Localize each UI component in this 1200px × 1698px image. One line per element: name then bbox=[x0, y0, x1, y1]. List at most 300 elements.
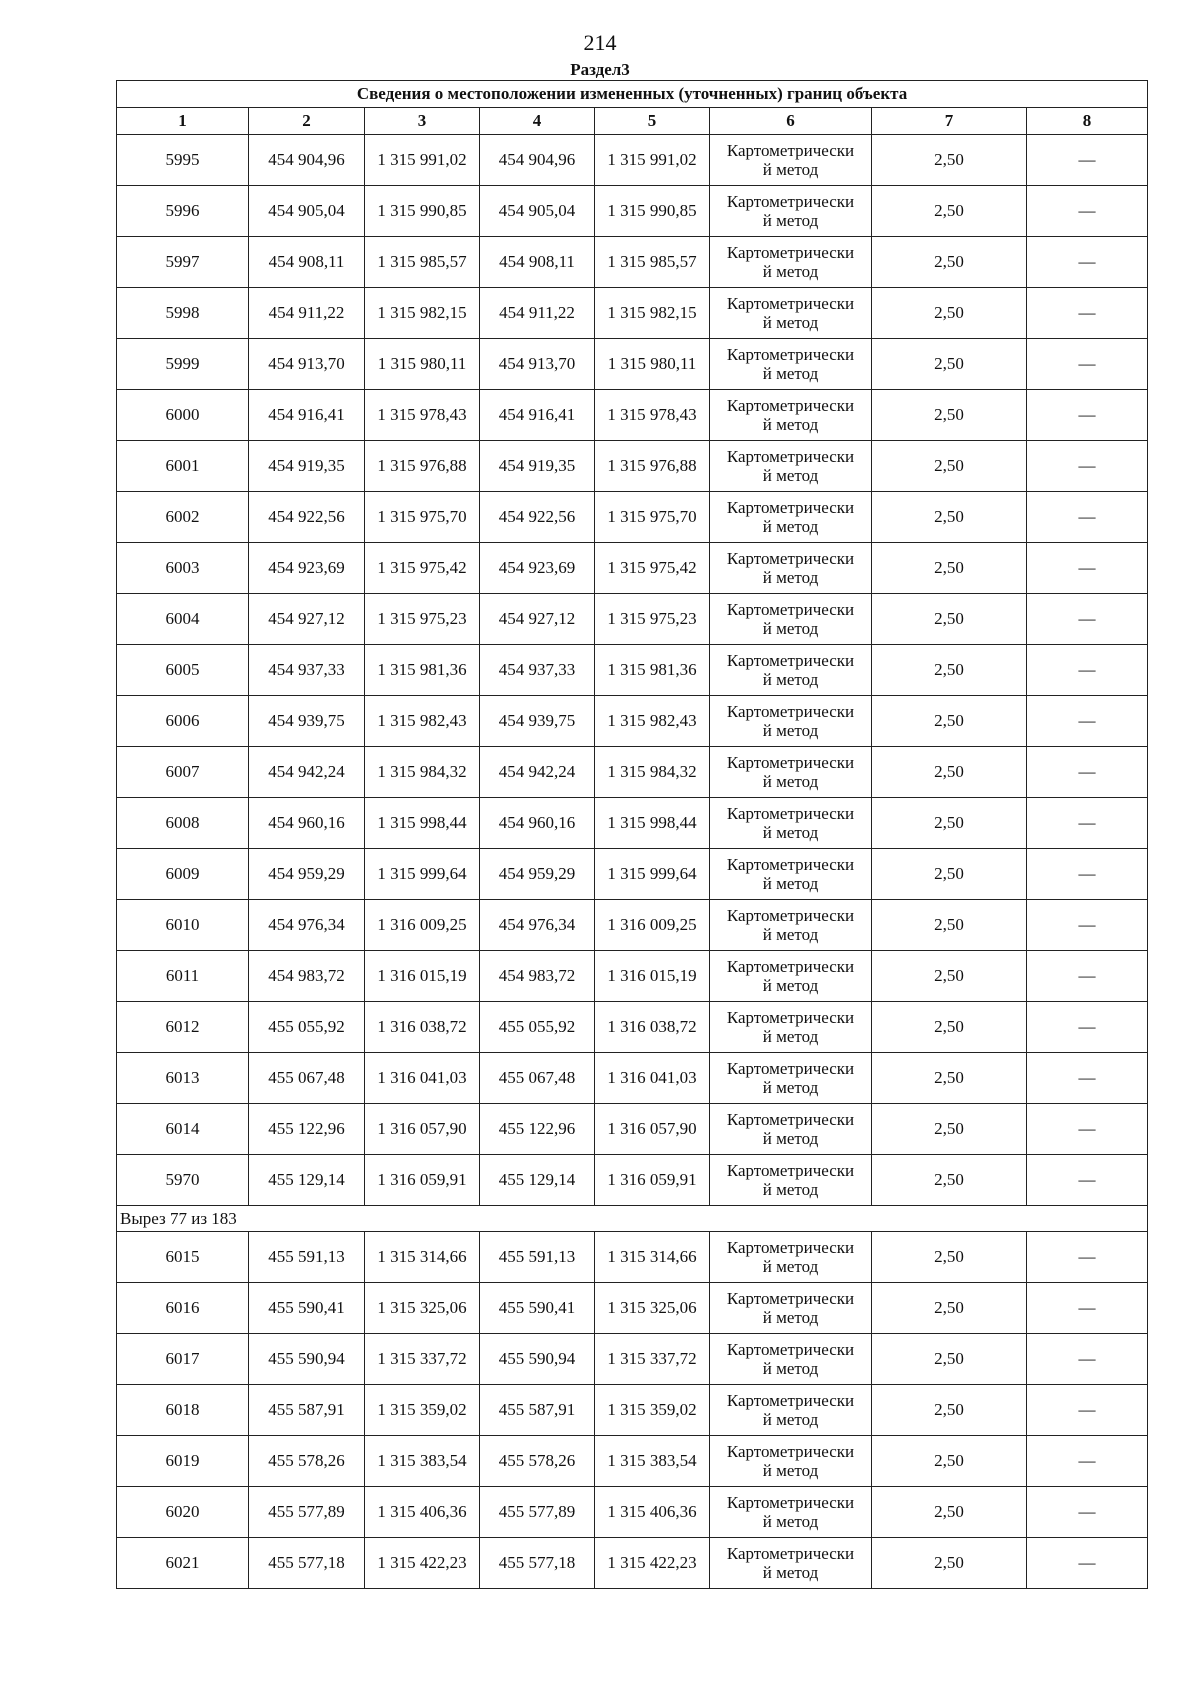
method-cell bbox=[710, 492, 872, 543]
y-new-cell: 1 315 337,72 bbox=[595, 1334, 710, 1385]
x-old-cell: 454 911,22 bbox=[249, 288, 365, 339]
method-text-line1: Картометрически bbox=[726, 396, 855, 415]
y-new-cell: 1 315 990,85 bbox=[595, 186, 710, 237]
x-new-cell: 454 983,72 bbox=[480, 951, 595, 1002]
method-text-line1: Картометрически bbox=[726, 192, 855, 211]
x-new-cell: 454 927,12 bbox=[480, 594, 595, 645]
x-old-cell: 454 919,35 bbox=[249, 441, 365, 492]
x-new-cell: 454 913,70 bbox=[480, 339, 595, 390]
x-old-cell: 454 908,11 bbox=[249, 237, 365, 288]
x-new-cell: 454 942,24 bbox=[480, 747, 595, 798]
x-new-cell: 455 067,48 bbox=[480, 1053, 595, 1104]
precision-cell: 2,50 bbox=[872, 288, 1027, 339]
point-number-cell: 6013 bbox=[117, 1053, 249, 1104]
description-cell: — bbox=[1027, 594, 1148, 645]
description-cell: — bbox=[1027, 1538, 1148, 1589]
y-new-cell: 1 315 978,43 bbox=[595, 390, 710, 441]
y-old-cell: 1 315 982,15 bbox=[365, 288, 480, 339]
x-old-cell: 455 577,89 bbox=[249, 1487, 365, 1538]
precision-cell: 2,50 bbox=[872, 594, 1027, 645]
point-number-cell: 6006 bbox=[117, 696, 249, 747]
x-old-cell: 455 591,13 bbox=[249, 1232, 365, 1283]
y-new-cell: 1 315 991,02 bbox=[595, 135, 710, 186]
description-cell: — bbox=[1027, 288, 1148, 339]
y-new-cell: 1 315 975,23 bbox=[595, 594, 710, 645]
y-old-cell: 1 316 009,25 bbox=[365, 900, 480, 951]
y-new-cell: 1 316 057,90 bbox=[595, 1104, 710, 1155]
y-new-cell: 1 315 406,36 bbox=[595, 1487, 710, 1538]
method-cell bbox=[710, 1436, 872, 1487]
x-new-cell: 455 122,96 bbox=[480, 1104, 595, 1155]
method-text-line2: й метод bbox=[762, 619, 819, 638]
method-text-line1: Картометрически bbox=[726, 753, 855, 772]
method-cell bbox=[710, 1283, 872, 1334]
point-number-cell: 6001 bbox=[117, 441, 249, 492]
y-old-cell: 1 315 990,85 bbox=[365, 186, 480, 237]
description-cell: — bbox=[1027, 237, 1148, 288]
method-cell bbox=[710, 339, 872, 390]
x-old-cell: 454 959,29 bbox=[249, 849, 365, 900]
y-old-cell: 1 315 978,43 bbox=[365, 390, 480, 441]
x-new-cell: 454 922,56 bbox=[480, 492, 595, 543]
description-cell: — bbox=[1027, 543, 1148, 594]
description-cell: — bbox=[1027, 135, 1148, 186]
method-cell bbox=[710, 1334, 872, 1385]
point-number-cell: 6005 bbox=[117, 645, 249, 696]
method-cell bbox=[710, 645, 872, 696]
y-old-cell: 1 316 059,91 bbox=[365, 1155, 480, 1206]
description-cell: — bbox=[1027, 951, 1148, 1002]
y-old-cell: 1 315 975,23 bbox=[365, 594, 480, 645]
method-text-line2: й метод bbox=[762, 568, 819, 587]
method-text-line1: Картометрически bbox=[726, 1289, 855, 1308]
precision-cell: 2,50 bbox=[872, 696, 1027, 747]
description-cell: — bbox=[1027, 1487, 1148, 1538]
description-cell: — bbox=[1027, 1232, 1148, 1283]
point-number-cell: 6009 bbox=[117, 849, 249, 900]
y-new-cell: 1 315 976,88 bbox=[595, 441, 710, 492]
method-cell bbox=[710, 900, 872, 951]
method-cell bbox=[710, 186, 872, 237]
point-number-cell: 6020 bbox=[117, 1487, 249, 1538]
precision-cell: 2,50 bbox=[872, 645, 1027, 696]
precision-cell: 2,50 bbox=[872, 1002, 1027, 1053]
x-new-cell: 455 577,89 bbox=[480, 1487, 595, 1538]
method-text-line2: й метод bbox=[762, 1410, 819, 1429]
description-cell: — bbox=[1027, 900, 1148, 951]
description-cell: — bbox=[1027, 1283, 1148, 1334]
point-number-cell: 6004 bbox=[117, 594, 249, 645]
point-number-cell: 6010 bbox=[117, 900, 249, 951]
y-old-cell: 1 316 057,90 bbox=[365, 1104, 480, 1155]
method-text-line1: Картометрически bbox=[726, 957, 855, 976]
precision-cell: 2,50 bbox=[872, 951, 1027, 1002]
table-caption-row bbox=[117, 81, 1148, 108]
y-old-cell: 1 315 325,06 bbox=[365, 1283, 480, 1334]
precision-cell: 2,50 bbox=[872, 1538, 1027, 1589]
table-row bbox=[117, 1334, 1148, 1385]
cutout-label: Вырез 77 из 183 bbox=[117, 1206, 1148, 1232]
table-row bbox=[117, 1053, 1148, 1104]
method-cell bbox=[710, 543, 872, 594]
method-text-line2: й метод bbox=[762, 1563, 819, 1582]
x-old-cell: 454 904,96 bbox=[249, 135, 365, 186]
precision-cell: 2,50 bbox=[872, 1283, 1027, 1334]
column-header: 1 bbox=[117, 108, 249, 135]
method-text-line1: Картометрически bbox=[726, 1544, 855, 1563]
table-row bbox=[117, 951, 1148, 1002]
method-text-line2: й метод bbox=[762, 1078, 819, 1097]
column-header-row bbox=[117, 108, 1148, 135]
boundary-coordinates-table bbox=[116, 80, 1148, 1589]
x-old-cell: 454 983,72 bbox=[249, 951, 365, 1002]
y-new-cell: 1 315 422,23 bbox=[595, 1538, 710, 1589]
method-cell bbox=[710, 798, 872, 849]
x-old-cell: 454 937,33 bbox=[249, 645, 365, 696]
x-old-cell: 455 055,92 bbox=[249, 1002, 365, 1053]
point-number-cell: 6017 bbox=[117, 1334, 249, 1385]
description-cell: — bbox=[1027, 1334, 1148, 1385]
precision-cell: 2,50 bbox=[872, 441, 1027, 492]
y-new-cell: 1 315 975,42 bbox=[595, 543, 710, 594]
cutout-row bbox=[117, 1206, 1148, 1232]
method-cell bbox=[710, 1155, 872, 1206]
column-header: 2 bbox=[249, 108, 365, 135]
y-new-cell: 1 316 059,91 bbox=[595, 1155, 710, 1206]
description-cell: — bbox=[1027, 441, 1148, 492]
table-row bbox=[117, 1155, 1148, 1206]
point-number-cell: 6011 bbox=[117, 951, 249, 1002]
x-old-cell: 454 942,24 bbox=[249, 747, 365, 798]
point-number-cell: 6015 bbox=[117, 1232, 249, 1283]
precision-cell: 2,50 bbox=[872, 1232, 1027, 1283]
table-row bbox=[117, 1002, 1148, 1053]
description-cell: — bbox=[1027, 186, 1148, 237]
method-text-line2: й метод bbox=[762, 874, 819, 893]
table-row bbox=[117, 288, 1148, 339]
method-cell bbox=[710, 1053, 872, 1104]
point-number-cell: 6002 bbox=[117, 492, 249, 543]
method-text-line1: Картометрически bbox=[726, 804, 855, 823]
precision-cell: 2,50 bbox=[872, 1436, 1027, 1487]
precision-cell: 2,50 bbox=[872, 1385, 1027, 1436]
x-old-cell: 454 927,12 bbox=[249, 594, 365, 645]
x-new-cell: 454 904,96 bbox=[480, 135, 595, 186]
precision-cell: 2,50 bbox=[872, 900, 1027, 951]
table-row bbox=[117, 543, 1148, 594]
y-old-cell: 1 315 383,54 bbox=[365, 1436, 480, 1487]
method-cell bbox=[710, 288, 872, 339]
y-old-cell: 1 316 041,03 bbox=[365, 1053, 480, 1104]
column-header: 8 bbox=[1027, 108, 1148, 135]
x-new-cell: 455 591,13 bbox=[480, 1232, 595, 1283]
x-new-cell: 455 578,26 bbox=[480, 1436, 595, 1487]
precision-cell: 2,50 bbox=[872, 1334, 1027, 1385]
y-new-cell: 1 315 984,32 bbox=[595, 747, 710, 798]
method-cell bbox=[710, 594, 872, 645]
precision-cell: 2,50 bbox=[872, 237, 1027, 288]
x-old-cell: 455 129,14 bbox=[249, 1155, 365, 1206]
method-text-line1: Картометрически bbox=[726, 855, 855, 874]
table-row bbox=[117, 1436, 1148, 1487]
x-old-cell: 454 913,70 bbox=[249, 339, 365, 390]
method-text-line1: Картометрически bbox=[726, 345, 855, 364]
y-new-cell: 1 315 998,44 bbox=[595, 798, 710, 849]
y-old-cell: 1 315 406,36 bbox=[365, 1487, 480, 1538]
method-text-line2: й метод bbox=[762, 1180, 819, 1199]
precision-cell: 2,50 bbox=[872, 339, 1027, 390]
x-new-cell: 455 590,94 bbox=[480, 1334, 595, 1385]
method-text-line1: Картометрически bbox=[726, 600, 855, 619]
y-new-cell: 1 315 314,66 bbox=[595, 1232, 710, 1283]
y-old-cell: 1 315 359,02 bbox=[365, 1385, 480, 1436]
method-text-line2: й метод bbox=[762, 1359, 819, 1378]
page-number: 214 bbox=[583, 30, 617, 55]
precision-cell: 2,50 bbox=[872, 1155, 1027, 1206]
y-old-cell: 1 316 015,19 bbox=[365, 951, 480, 1002]
table-row bbox=[117, 186, 1148, 237]
x-old-cell: 454 939,75 bbox=[249, 696, 365, 747]
method-cell bbox=[710, 849, 872, 900]
method-text-line1: Картометрически bbox=[726, 1238, 855, 1257]
method-cell bbox=[710, 1002, 872, 1053]
x-new-cell: 454 960,16 bbox=[480, 798, 595, 849]
column-header: 4 bbox=[480, 108, 595, 135]
method-text-line1: Картометрически bbox=[726, 1340, 855, 1359]
method-text-line2: й метод bbox=[762, 1308, 819, 1327]
y-new-cell: 1 315 982,43 bbox=[595, 696, 710, 747]
precision-cell: 2,50 bbox=[872, 747, 1027, 798]
point-number-cell: 6003 bbox=[117, 543, 249, 594]
precision-cell: 2,50 bbox=[872, 186, 1027, 237]
x-old-cell: 454 905,04 bbox=[249, 186, 365, 237]
point-number-cell: 6012 bbox=[117, 1002, 249, 1053]
method-cell bbox=[710, 1104, 872, 1155]
method-cell bbox=[710, 696, 872, 747]
description-cell: — bbox=[1027, 1436, 1148, 1487]
y-new-cell: 1 316 041,03 bbox=[595, 1053, 710, 1104]
table-row bbox=[117, 849, 1148, 900]
method-text-line2: й метод bbox=[762, 160, 819, 179]
method-cell bbox=[710, 1385, 872, 1436]
table-row bbox=[117, 696, 1148, 747]
table-row bbox=[117, 1538, 1148, 1589]
y-old-cell: 1 315 985,57 bbox=[365, 237, 480, 288]
x-new-cell: 455 587,91 bbox=[480, 1385, 595, 1436]
method-text-line1: Картометрически bbox=[726, 1008, 855, 1027]
y-old-cell: 1 315 422,23 bbox=[365, 1538, 480, 1589]
description-cell: — bbox=[1027, 339, 1148, 390]
method-text-line1: Картометрически bbox=[726, 906, 855, 925]
method-text-line2: й метод bbox=[762, 823, 819, 842]
y-new-cell: 1 315 325,06 bbox=[595, 1283, 710, 1334]
y-new-cell: 1 315 975,70 bbox=[595, 492, 710, 543]
method-text-line2: й метод bbox=[762, 1461, 819, 1480]
x-new-cell: 454 959,29 bbox=[480, 849, 595, 900]
table-row bbox=[117, 747, 1148, 798]
x-new-cell: 454 937,33 bbox=[480, 645, 595, 696]
method-text-line2: й метод bbox=[762, 1257, 819, 1276]
precision-cell: 2,50 bbox=[872, 1104, 1027, 1155]
method-cell bbox=[710, 441, 872, 492]
table-row bbox=[117, 900, 1148, 951]
method-text-line2: й метод bbox=[762, 925, 819, 944]
y-new-cell: 1 315 981,36 bbox=[595, 645, 710, 696]
description-cell: — bbox=[1027, 645, 1148, 696]
column-header: 5 bbox=[595, 108, 710, 135]
x-old-cell: 455 578,26 bbox=[249, 1436, 365, 1487]
column-header: 3 bbox=[365, 108, 480, 135]
method-text-line1: Картометрически bbox=[726, 702, 855, 721]
description-cell: — bbox=[1027, 1385, 1148, 1436]
precision-cell: 2,50 bbox=[872, 135, 1027, 186]
description-cell: — bbox=[1027, 798, 1148, 849]
method-text-line2: й метод bbox=[762, 364, 819, 383]
x-old-cell: 455 590,94 bbox=[249, 1334, 365, 1385]
table-body bbox=[117, 135, 1148, 1589]
x-old-cell: 454 960,16 bbox=[249, 798, 365, 849]
x-old-cell: 455 590,41 bbox=[249, 1283, 365, 1334]
x-old-cell: 455 587,91 bbox=[249, 1385, 365, 1436]
table-row bbox=[117, 1487, 1148, 1538]
description-cell: — bbox=[1027, 390, 1148, 441]
x-new-cell: 454 923,69 bbox=[480, 543, 595, 594]
method-text-line2: й метод bbox=[762, 772, 819, 791]
method-text-line1: Картометрически bbox=[726, 243, 855, 262]
table-row bbox=[117, 237, 1148, 288]
method-text-line1: Картометрически bbox=[726, 1442, 855, 1461]
x-new-cell: 455 129,14 bbox=[480, 1155, 595, 1206]
method-text-line2: й метод bbox=[762, 976, 819, 995]
x-old-cell: 455 067,48 bbox=[249, 1053, 365, 1104]
x-new-cell: 455 590,41 bbox=[480, 1283, 595, 1334]
table-row bbox=[117, 798, 1148, 849]
section-title: Раздел3 bbox=[570, 60, 630, 79]
table-row bbox=[117, 390, 1148, 441]
precision-cell: 2,50 bbox=[872, 390, 1027, 441]
y-old-cell: 1 315 982,43 bbox=[365, 696, 480, 747]
description-cell: — bbox=[1027, 1104, 1148, 1155]
method-text-line2: й метод bbox=[762, 313, 819, 332]
x-new-cell: 455 055,92 bbox=[480, 1002, 595, 1053]
x-old-cell: 455 122,96 bbox=[249, 1104, 365, 1155]
y-old-cell: 1 315 975,70 bbox=[365, 492, 480, 543]
table-row bbox=[117, 1385, 1148, 1436]
y-new-cell: 1 315 999,64 bbox=[595, 849, 710, 900]
x-old-cell: 454 922,56 bbox=[249, 492, 365, 543]
y-old-cell: 1 315 980,11 bbox=[365, 339, 480, 390]
y-new-cell: 1 315 982,15 bbox=[595, 288, 710, 339]
method-text-line1: Картометрически bbox=[726, 447, 855, 466]
method-text-line2: й метод bbox=[762, 721, 819, 740]
method-cell bbox=[710, 237, 872, 288]
method-text-line1: Картометрически bbox=[726, 294, 855, 313]
y-old-cell: 1 315 337,72 bbox=[365, 1334, 480, 1385]
column-header: 7 bbox=[872, 108, 1027, 135]
description-cell: — bbox=[1027, 849, 1148, 900]
y-new-cell: 1 315 980,11 bbox=[595, 339, 710, 390]
method-text-line1: Картометрически bbox=[726, 1059, 855, 1078]
table-row bbox=[117, 135, 1148, 186]
y-old-cell: 1 315 314,66 bbox=[365, 1232, 480, 1283]
description-cell: — bbox=[1027, 747, 1148, 798]
y-old-cell: 1 315 998,44 bbox=[365, 798, 480, 849]
x-new-cell: 454 939,75 bbox=[480, 696, 595, 747]
table-row bbox=[117, 492, 1148, 543]
table-row bbox=[117, 594, 1148, 645]
method-cell bbox=[710, 390, 872, 441]
method-text-line2: й метод bbox=[762, 670, 819, 689]
method-text-line2: й метод bbox=[762, 262, 819, 281]
y-old-cell: 1 315 975,42 bbox=[365, 543, 480, 594]
table-row bbox=[117, 645, 1148, 696]
method-text-line1: Картометрически bbox=[726, 141, 855, 160]
method-text-line2: й метод bbox=[762, 517, 819, 536]
point-number-cell: 5995 bbox=[117, 135, 249, 186]
precision-cell: 2,50 bbox=[872, 1053, 1027, 1104]
point-number-cell: 5997 bbox=[117, 237, 249, 288]
y-old-cell: 1 315 999,64 bbox=[365, 849, 480, 900]
method-text-line2: й метод bbox=[762, 211, 819, 230]
point-number-cell: 5996 bbox=[117, 186, 249, 237]
table-row bbox=[117, 1104, 1148, 1155]
method-cell bbox=[710, 135, 872, 186]
method-text-line2: й метод bbox=[762, 1027, 819, 1046]
y-old-cell: 1 315 976,88 bbox=[365, 441, 480, 492]
x-new-cell: 454 911,22 bbox=[480, 288, 595, 339]
point-number-cell: 6007 bbox=[117, 747, 249, 798]
point-number-cell: 6014 bbox=[117, 1104, 249, 1155]
y-old-cell: 1 315 981,36 bbox=[365, 645, 480, 696]
method-text-line1: Картометрически bbox=[726, 651, 855, 670]
point-number-cell: 6008 bbox=[117, 798, 249, 849]
precision-cell: 2,50 bbox=[872, 492, 1027, 543]
method-text-line2: й метод bbox=[762, 415, 819, 434]
description-cell: — bbox=[1027, 1002, 1148, 1053]
method-text-line1: Картометрически bbox=[726, 1110, 855, 1129]
point-number-cell: 6000 bbox=[117, 390, 249, 441]
y-new-cell: 1 315 359,02 bbox=[595, 1385, 710, 1436]
column-header: 6 bbox=[710, 108, 872, 135]
y-new-cell: 1 316 015,19 bbox=[595, 951, 710, 1002]
method-cell bbox=[710, 1487, 872, 1538]
table-caption: Сведения о местоположении измененных (уточненных) границ объекта bbox=[117, 81, 1148, 108]
x-new-cell: 454 905,04 bbox=[480, 186, 595, 237]
table-row bbox=[117, 1283, 1148, 1334]
precision-cell: 2,50 bbox=[872, 1487, 1027, 1538]
x-old-cell: 454 976,34 bbox=[249, 900, 365, 951]
y-old-cell: 1 315 991,02 bbox=[365, 135, 480, 186]
x-old-cell: 454 923,69 bbox=[249, 543, 365, 594]
description-cell: — bbox=[1027, 1053, 1148, 1104]
method-text-line1: Картометрически bbox=[726, 549, 855, 568]
point-number-cell: 6016 bbox=[117, 1283, 249, 1334]
precision-cell: 2,50 bbox=[872, 849, 1027, 900]
precision-cell: 2,50 bbox=[872, 543, 1027, 594]
method-text-line1: Картометрически bbox=[726, 1391, 855, 1410]
y-old-cell: 1 316 038,72 bbox=[365, 1002, 480, 1053]
method-text-line2: й метод bbox=[762, 466, 819, 485]
x-new-cell: 454 976,34 bbox=[480, 900, 595, 951]
x-new-cell: 455 577,18 bbox=[480, 1538, 595, 1589]
description-cell: — bbox=[1027, 1155, 1148, 1206]
point-number-cell: 6018 bbox=[117, 1385, 249, 1436]
table-row bbox=[117, 1232, 1148, 1283]
description-cell: — bbox=[1027, 492, 1148, 543]
point-number-cell: 5970 bbox=[117, 1155, 249, 1206]
y-new-cell: 1 315 383,54 bbox=[595, 1436, 710, 1487]
method-text-line2: й метод bbox=[762, 1512, 819, 1531]
